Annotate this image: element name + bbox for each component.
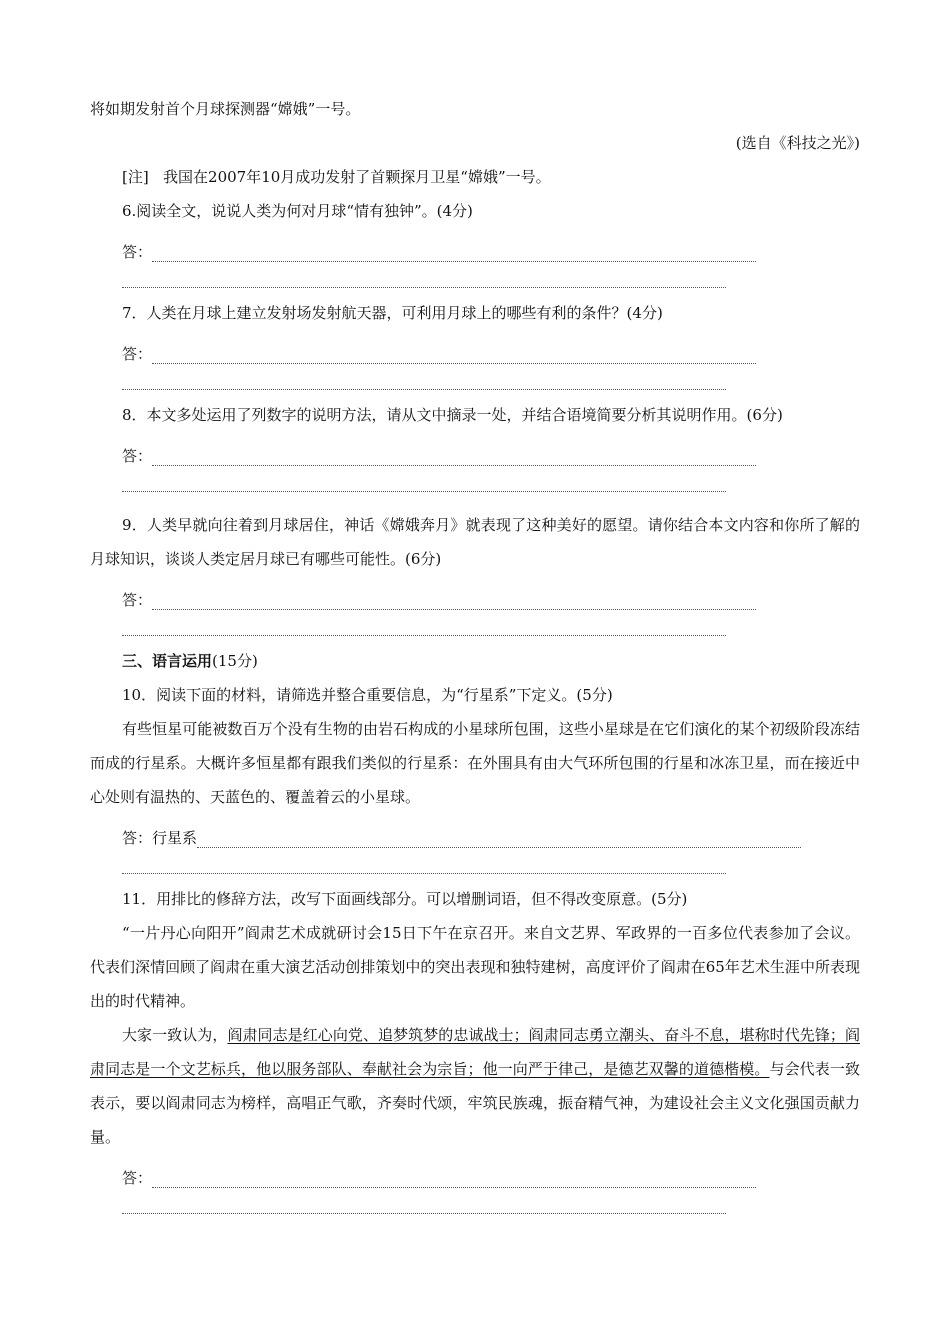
- answer-10-prefix: 答：行星系: [122, 829, 198, 847]
- answer-blank[interactable]: [152, 341, 756, 364]
- section-3-title: 三、语言运用: [122, 652, 213, 670]
- note-tag: [注]: [122, 168, 149, 186]
- answer-7-line-2[interactable]: [90, 364, 860, 398]
- note: [90, 160, 860, 194]
- answer-label: 答：: [122, 1169, 153, 1187]
- answer-label: 答：: [122, 591, 153, 609]
- answer-6-line-1[interactable]: [90, 228, 860, 262]
- answer-blank[interactable]: [122, 635, 726, 636]
- answer-blank[interactable]: [122, 389, 726, 390]
- answer-blank[interactable]: [152, 1165, 756, 1188]
- answer-11-line-1[interactable]: [90, 1154, 860, 1188]
- answer-8-line-1[interactable]: [90, 432, 860, 466]
- question-6: 6.阅读全文，说说人类为何对月球“情有独钟”。(4分): [122, 202, 473, 220]
- question-10: 10．阅读下面的材料，请筛选并整合重要信息，为“行星系”下定义。(5分): [122, 686, 613, 704]
- question-9: 9．人类早就向往着到月球居住，神话《嫦娥奔月》就表现了这种美好的愿望。请你结合本文内容和你所了解的月球知识，谈谈人类定居月球已有哪些可能性。(6分): [90, 516, 860, 568]
- answer-label: 答：: [122, 447, 153, 465]
- para2-lead: 大家一致认为，: [122, 1026, 228, 1044]
- answer-10-line-1[interactable]: [90, 814, 860, 848]
- answer-7-line-1[interactable]: [90, 330, 860, 364]
- answer-blank[interactable]: [122, 491, 726, 492]
- intro-line: 将如期发射首个月球探测器“嫦娥”一号。: [90, 100, 361, 118]
- answer-9-line-2[interactable]: [90, 610, 860, 644]
- answer-11-line-2[interactable]: [90, 1188, 860, 1222]
- question-7: 7．人类在月球上建立发射场发射航天器，可利用月球上的哪些有利的条件？(4分): [122, 304, 663, 322]
- answer-6-line-2[interactable]: [90, 262, 860, 296]
- note-text: 我国在2007年10月成功发射了首颗探月卫星“嫦娥”一号。: [163, 168, 551, 186]
- question-11-paragraph-2: [90, 1018, 860, 1154]
- answer-9-line-1[interactable]: [90, 576, 860, 610]
- section-3-heading: [90, 644, 860, 678]
- answer-blank[interactable]: [152, 443, 756, 466]
- answer-blank[interactable]: [152, 587, 756, 610]
- question-10-material: 有些恒星可能被数百万个没有生物的由岩石构成的小星球所包围，这些小星球是在它们演化的某个初级阶段冻结而成的行星系。大概许多恒星都有跟我们类似的行星系：在外围具有由大气环所包围的行星和冰冻卫星，而在接近中心处则有温热的、天蓝色的、覆盖着云的小星球。: [90, 720, 860, 806]
- question-11-paragraph-1: “一片丹心向阳开”阎肃艺术成就研讨会15日下午在京召开。来自文艺界、军政界的一百多位代表参加了会议。代表们深情回顾了阎肃在重大演艺活动创排策划中的突出表现和独特建树，高度评价了阎肃在65年艺术生涯中所表现出的时代精神。: [90, 924, 860, 1010]
- answer-blank[interactable]: [122, 287, 726, 288]
- question-8: 8．本文多处运用了列数字的说明方法，请从文中摘录一处，并结合语境简要分析其说明作用。(6分): [122, 406, 783, 424]
- answer-blank[interactable]: [197, 825, 801, 848]
- answer-label: 答：: [122, 345, 153, 363]
- section-3-score: (15分): [212, 652, 258, 670]
- question-11: 11．用排比的修辞方法，改写下面画线部分。可以增删词语，但不得改变原意。(5分): [122, 890, 688, 908]
- answer-blank[interactable]: [122, 1213, 726, 1214]
- answer-label: 答：: [122, 243, 153, 261]
- answer-blank[interactable]: [122, 873, 726, 874]
- source-citation: (选自《科技之光》): [735, 134, 860, 152]
- answer-8-line-2[interactable]: [90, 466, 860, 500]
- answer-10-line-2[interactable]: [90, 848, 860, 882]
- para2-tail: 与会代表一致表示，要以阎肃同志为榜样，高唱正气歌，齐奏时代颂，牢筑民族魂，振奋精气神，为建设社会主义文化强国贡献力量。: [90, 1060, 860, 1146]
- underlined-passage: 阎肃同志是红心向党、追梦筑梦的忠诚战士；阎肃同志勇立潮头、奋斗不息，堪称时代先锋；阎肃同志是一个文艺标兵，他以服务部队、奉献社会为宗旨；他一向严于律己，是德艺双馨的道德楷模。: [90, 1026, 860, 1078]
- answer-blank[interactable]: [152, 239, 756, 262]
